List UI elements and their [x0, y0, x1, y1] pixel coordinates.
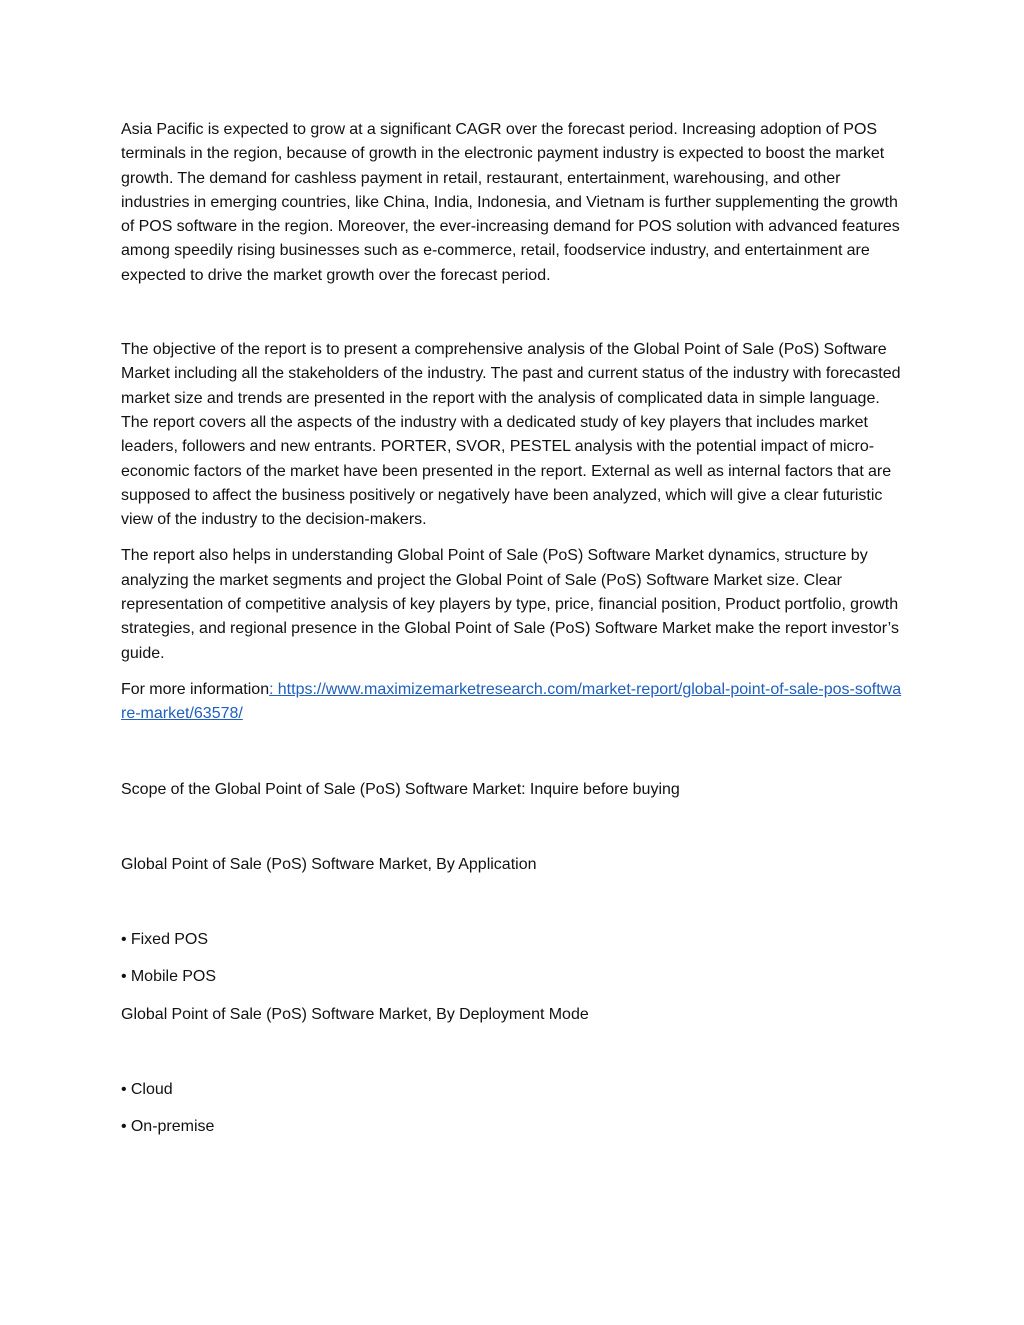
document-body	[121, 118, 906, 1140]
paragraph-report-objective: The objective of the report is to present a comprehensive analysis of the Global Point of Sale (PoS) Software Market including all the stakeholders of the industry. The past and current status of the industry with forecasted market size and trends are presented in the report with the analysis of complicated data in simple language. The report covers all the aspects of the industry with a dedicated study of key players that includes market leaders, followers and new entrants. PORTER, SVOR, PESTEL analysis with the potential impact of micro-economic factors of the market have been presented in the report. External as well as internal factors that are supposed to affect the business positively or negatively have been analyzed, which will give a clear futuristic view of the industry to the decision-makers.	[121, 341, 901, 529]
list-item-fixed-pos: • Fixed POS	[121, 931, 209, 949]
report-url-link[interactable]: : https://www.maximizemarketresearch.com/market-report/global-point-of-sale-pos-software-market/63578/	[121, 680, 902, 723]
list-item-cloud: • Cloud	[121, 1081, 173, 1099]
paragraph-report-dynamics: The report also helps in understanding Global Point of Sale (PoS) Software Market dynamics, structure by analyzing the market segments and project the Global Point of Sale (PoS) Software Market size. Clear representation of competitive analysis of key players by type, price, financial position, Product portfolio, growth strategies, and regional presence in the Global Point of Sale (PoS) Software Market make the report investor’s guide.	[121, 547, 899, 662]
application-heading: Global Point of Sale (PoS) Software Market, By Application	[121, 855, 537, 873]
paragraph-asia-pacific: Asia Pacific is expected to grow at a significant CAGR over the forecast period. Increasing adoption of POS terminals in the region, because of growth in the electronic payment industry is expected to boost the market growth. The demand for cashless payment in retail, restaurant, entertainment, warehousing, and other industries in emerging countries, like China, India, Indonesia, and Vietnam is further supplementing the growth of POS software in the region. Moreover, the ever-increasing demand for POS solution with advanced features among speedily rising businesses such as e-commerce, retail, foodservice industry, and entertainment are expected to drive the market growth over the forecast period.	[121, 121, 900, 284]
deployment-heading: Global Point of Sale (PoS) Software Market, By Deployment Mode	[121, 1005, 589, 1023]
list-item-on-premise: • On-premise	[121, 1118, 215, 1136]
scope-heading: Scope of the Global Point of Sale (PoS) Software Market: Inquire before buying	[121, 780, 680, 798]
more-information-label: For more information	[121, 680, 270, 698]
more-information-line	[121, 678, 906, 727]
list-item-mobile-pos: • Mobile POS	[121, 968, 217, 986]
